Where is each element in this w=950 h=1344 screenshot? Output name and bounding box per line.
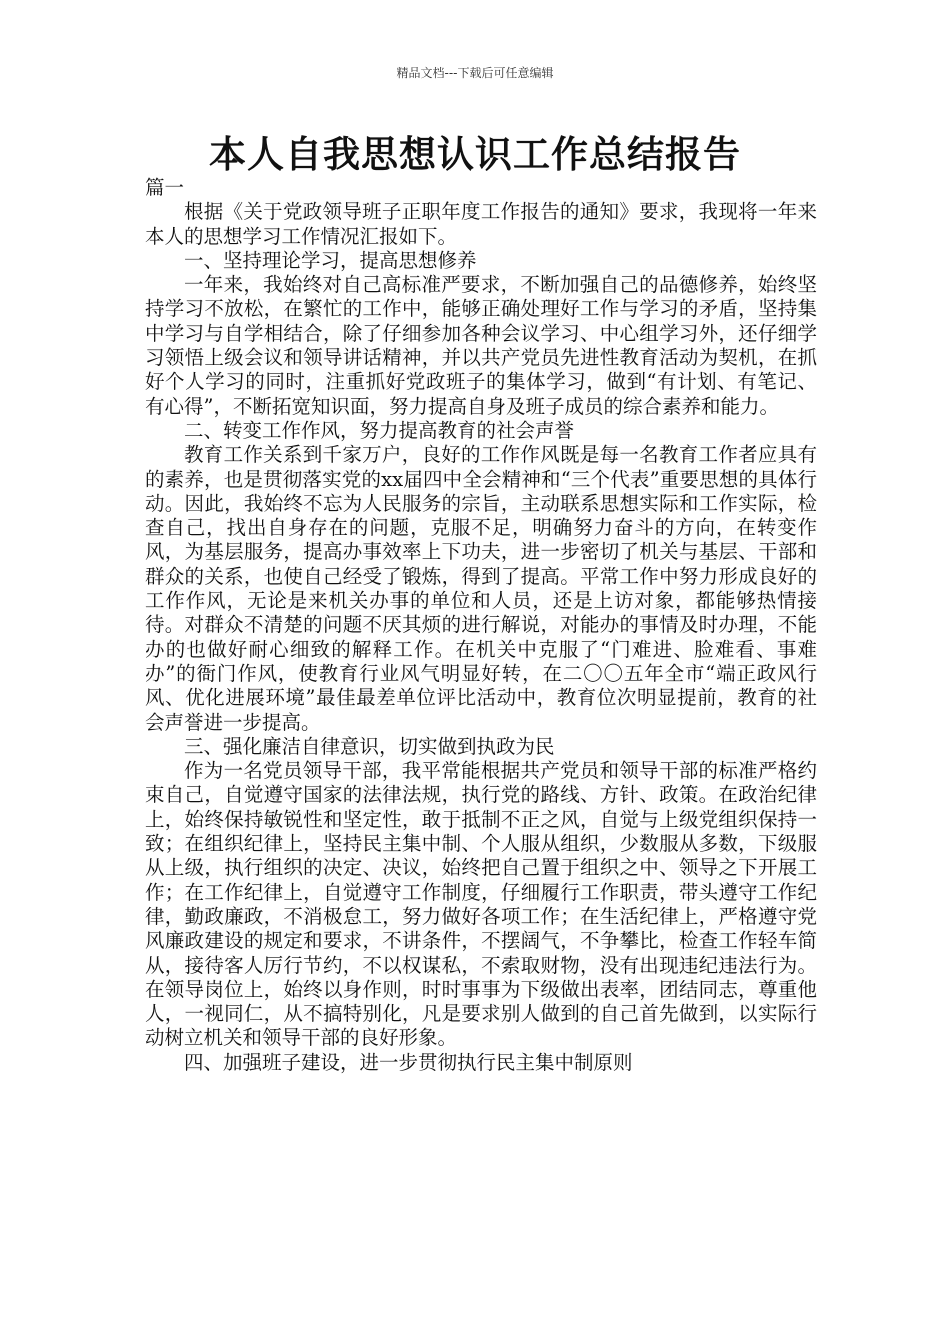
paragraph-2: 教育工作关系到千家万户，良好的工作作风既是每一名教育工作者应具有的素养，也是贯彻落实党的xx届四中全会精神和“三个代表”重要思想的具体行动。因此，我始终不忘为人民服务的宗旨，主动联系思想实际和工作实际，检查自己，找出自身存在的问题，克服不足，明确努力奋斗的方向，在转变作风，为基层服务，提高办事效率上下功夫，进一步密切了机关与基层、干部和群众的关系，也使自己经受了锻炼，得到了提高。平常工作中努力形成良好的工作作风，无论是来机关办事的单位和人员，还是上访对象，都能够热情接待。对群众不清楚的问题不厌其烦的进行解说，对能办的事情及时办理，不能办的也做好耐心细致的解释工作。在机关中克服了“门难进、脸难看、事难办”的衙门作风，使教育行业风气明显好转，在二〇〇五年全市“端正政风行风、优化进展环境”最佳最差单位评比活动中，教育位次明显提前，教育的社会声誉进一步提高。 xyxy=(145,443,817,734)
section-heading-3: 三、强化廉洁自律意识，切实做到执政为民 xyxy=(184,734,555,758)
paragraph-3: 作为一名党员领导干部，我平常能根据共产党员和领导干部的标准严格约束自己，自觉遵守国家的法律法规，执行党的路线、方针、政策。在政治纪律上，始终保持敏锐性和坚定性，敢于抵制不正之风，自觉与上级党组织保持一致；在组织纪律上，坚持民主集中制、个人服从组织，少数服从多数，下级服从上级，执行组织的决定、决议，始终把自己置于组织之中、领导之下开展工作；在工作纪律上，自觉遵守工作制度，仔细履行工作职责，带头遵守工作纪律，勤政廉政，不消极怠工，努力做好各项工作；在生活纪律上，严格遵守党风廉政建设的规定和要求，不讲条件，不摆阔气，不争攀比，检查工作轻车简从，接待客人厉行节约，不以权谋私，不索取财物，没有出现违纪违法行为。在领导岗位上，始终以身作则，时时事事为下级做出表率，团结同志，尊重他人，一视同仁，从不搞特别化，凡是要求别人做到的自己首先做到，以实际行动树立机关和领导干部的良好形象。 xyxy=(145,759,817,1050)
section-heading-1: 一、坚持理论学习，提高思想修养 xyxy=(184,248,477,272)
intro-paragraph: 根据《关于党政领导班子正职年度工作报告的通知》要求，我现将一年来本人的思想学习工作情况汇报如下。 xyxy=(145,200,817,248)
section-heading-4: 四、加强班子建设，进一步贯彻执行民主集中制原则 xyxy=(184,1050,633,1074)
header-note: 精品文档---下载后可任意编辑 xyxy=(396,66,554,80)
page-title: 本人自我思想认识工作总结报告 xyxy=(209,133,741,176)
document-body xyxy=(145,176,817,1075)
section-heading-2: 二、转变工作作风，努力提高教育的社会声誉 xyxy=(184,418,575,442)
paragraph-1: 一年来，我始终对自己高标准严要求，不断加强自己的品德修养，始终坚持学习不放松，在繁忙的工作中，能够正确处理好工作与学习的矛盾，坚持集中学习与自学相结合，除了仔细参加各种会议学习、中心组学习外，还仔细学习领悟上级会议和领导讲话精神，并以共产党员先进性教育活动为契机，在抓好个人学习的同时，注重抓好党政班子的集体学习，做到“有计划、有笔记、有心得”，不断拓宽知识面，努力提高自身及班子成员的综合素养和能力。 xyxy=(145,273,817,418)
section-label: 篇一 xyxy=(145,176,185,199)
